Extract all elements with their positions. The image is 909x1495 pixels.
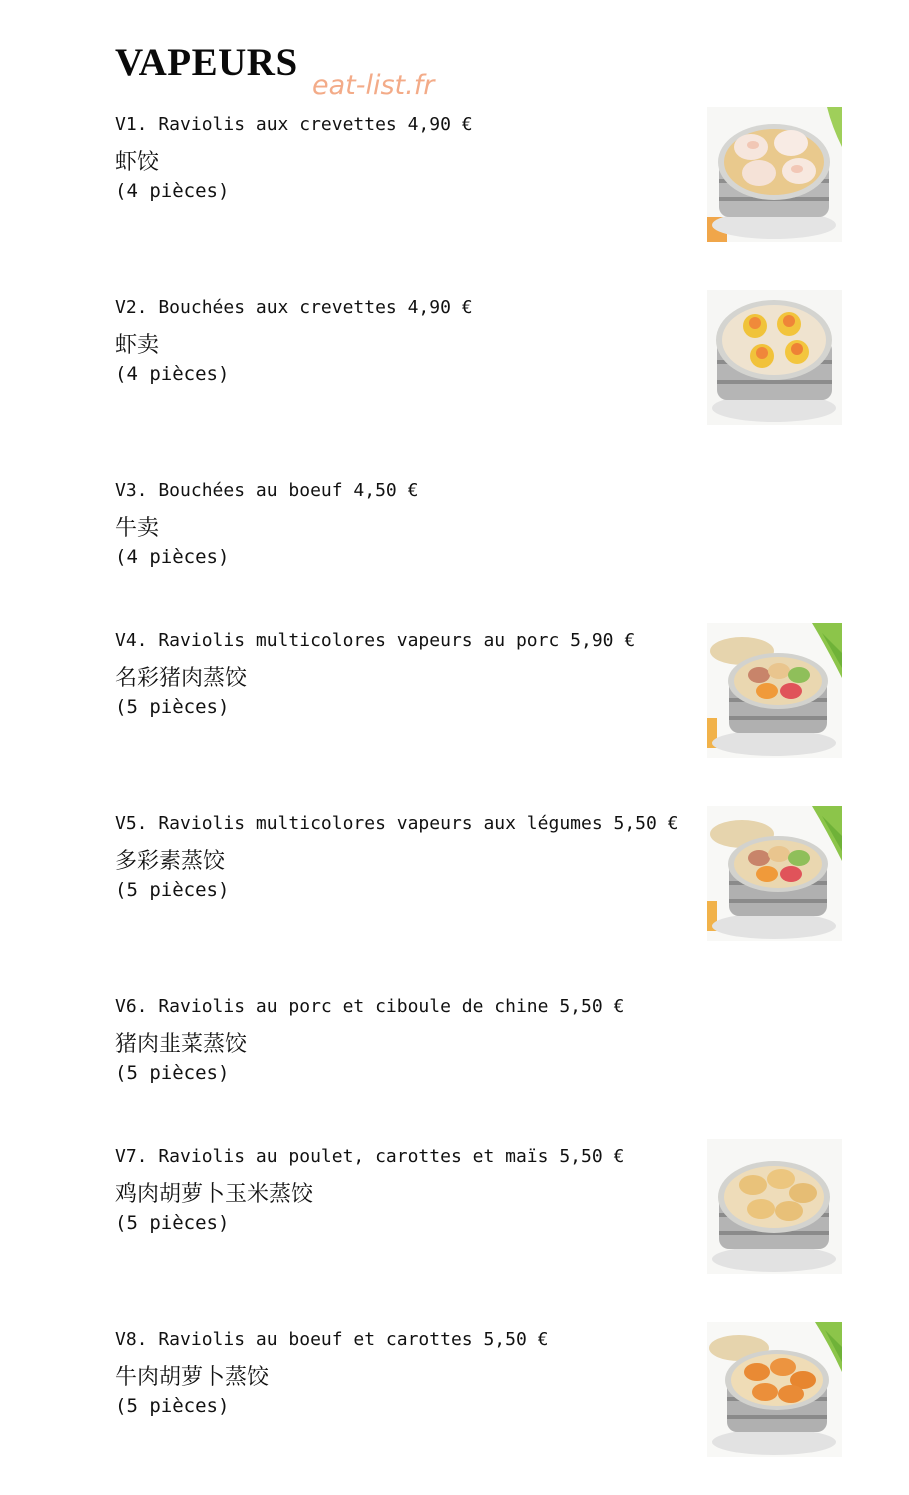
beef-dumplings-photo [707,1322,842,1457]
menu-item-quantity: (5 pièces) [115,879,230,901]
menu-item-chinese-name: 猪肉韭菜蒸饺 [115,1032,248,1057]
menu-item-name-price: V8. Raviolis au boeuf et carottes 5,50 € [115,1329,549,1350]
menu-item-name-price: V2. Bouchées aux crevettes 4,90 € [115,297,473,318]
menu-item-quantity: (5 pièces) [115,1062,230,1084]
menu-item-chinese-name: 多彩素蒸饺 [115,849,226,874]
multicolor-dumplings-photo [707,806,842,941]
menu-item-quantity: (5 pièces) [115,1212,230,1234]
menu-item-chinese-name: 牛肉胡萝卜蒸饺 [115,1365,270,1390]
menu-item [115,480,695,569]
menu-item-name-price: V6. Raviolis au porc et ciboule de chine 5,50 € [115,996,625,1017]
multicolor-dumplings-photo [707,623,842,758]
menu-item-quantity: (4 pièces) [115,363,230,385]
menu-item [115,114,695,203]
menu-item-quantity: (5 pièces) [115,696,230,718]
menu-item-name-price: V4. Raviolis multicolores vapeurs au porc 5,90 € [115,630,636,651]
menu-item [115,1329,695,1418]
menu-item-name-price: V5. Raviolis multicolores vapeurs aux légumes 5,50 € [115,813,679,834]
menu-item-quantity: (4 pièces) [115,546,230,568]
menu-item-chinese-name: 鸡肉胡萝卜玉米蒸饺 [115,1182,314,1207]
menu-item-name-price: V1. Raviolis aux crevettes 4,90 € [115,114,473,135]
menu-item-name-price: V3. Bouchées au boeuf 4,50 € [115,480,419,501]
menu-item [115,996,695,1085]
menu-item [115,1146,695,1235]
menu-item-name-price: V7. Raviolis au poulet, carottes et maïs 5,50 € [115,1146,625,1167]
chicken-dumplings-photo [707,1139,842,1274]
menu-item [115,630,695,719]
menu-item-chinese-name: 名彩猪肉蒸饺 [115,666,248,691]
menu-item-chinese-name: 牛卖 [115,516,160,541]
menu-item-chinese-name: 虾卖 [115,333,160,358]
menu-item-chinese-name: 虾饺 [115,150,160,175]
section-title: VAPEURS [115,41,298,84]
watermark: eat-list.fr [312,70,435,101]
siu-mai-steamer-photo [707,290,842,425]
menu-item [115,297,695,386]
har-gow-steamer-photo [707,107,842,242]
menu-item [115,813,695,902]
menu-item-quantity: (5 pièces) [115,1395,230,1417]
menu-item-quantity: (4 pièces) [115,180,230,202]
